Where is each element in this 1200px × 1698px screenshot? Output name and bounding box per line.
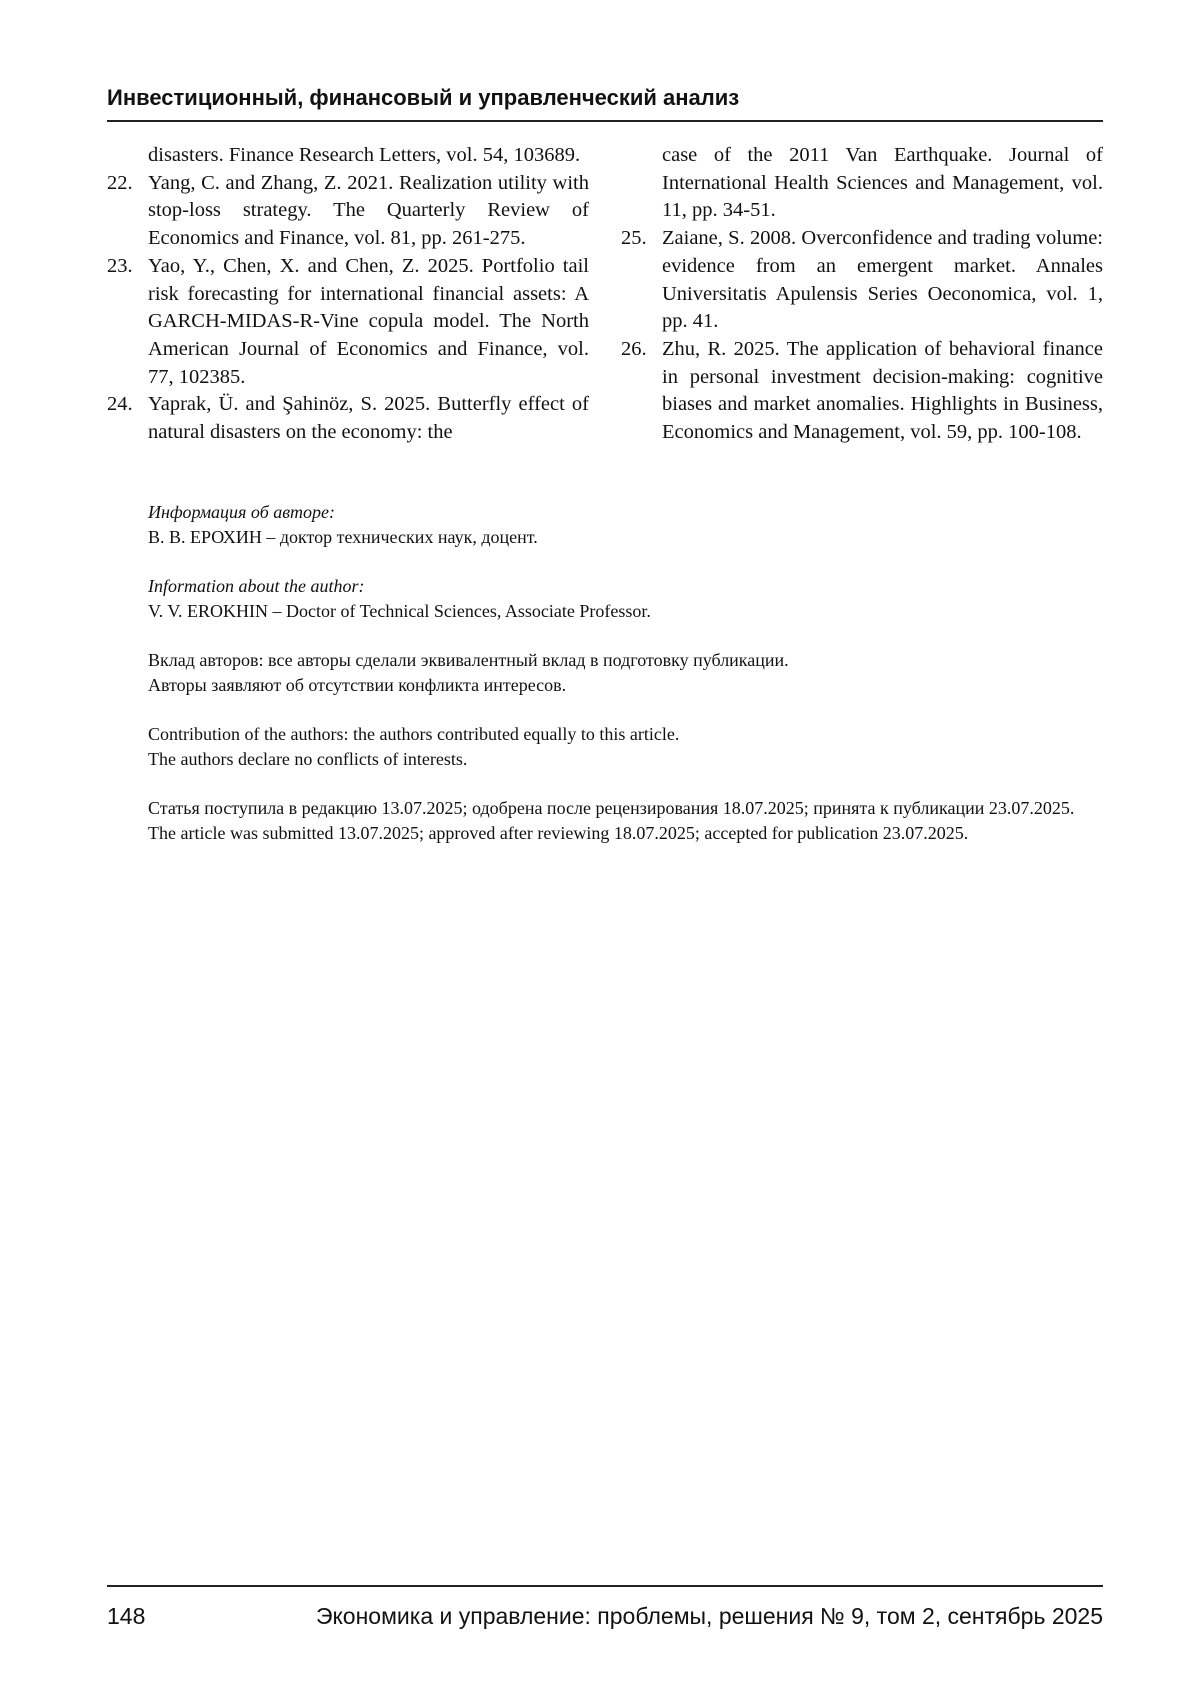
footer-rule [107,1585,1103,1587]
page-number: 148 [107,1601,145,1631]
reference-text: case of the 2011 Van Earthquake. Journal of International Health Sciences and Management, vol. 11, pp. 34-51. [662,142,1103,225]
section-header-title: Инвестиционный, финансовый и управленческий анализ [107,84,1103,112]
reference-number: 25. [621,225,659,253]
references-left-column [107,142,589,447]
reference-item [621,225,1103,336]
contribution-ru-line1: Вклад авторов: все авторы сделали эквивалентный вклад в подготовку публикации. [148,648,1103,673]
article-dates [148,796,1103,846]
author-info-ru-text: В. В. ЕРОХИН – доктор технических наук, доцент. [148,525,1103,550]
article-dates-en: The article was submitted 13.07.2025; approved after reviewing 18.07.2025; accepted for publication 23.07.2025. [148,821,1103,846]
contribution-en-line2: The authors declare no conflicts of interests. [148,747,1103,772]
contribution-ru-line2: Авторы заявляют об отсутствии конфликта интересов. [148,673,1103,698]
reference-number: 22. [107,170,145,198]
reference-text: Zhu, R. 2025. The application of behavioral finance in personal investment decision-making: cognitive biases and market anomalies. Highlights in Business, Economics and Management, vol. 59, pp. 100-108. [662,336,1103,447]
journal-page [0,0,1200,1698]
reference-text: Yang, C. and Zhang, Z. 2021. Realization utility with stop-loss strategy. The Quarterly Review of Economics and Finance, vol. 81, pp. 261-275. [148,170,589,253]
reference-text: Zaiane, S. 2008. Overconfidence and trading volume: evidence from an emergent market. Annales Universitatis Apulensis Series Oeconomica, vol. 1, pp. 41. [662,225,1103,336]
contribution-en-line1: Contribution of the authors: the authors contributed equally to this article. [148,722,1103,747]
reference-number: 26. [621,336,659,364]
references-right-column [621,142,1103,447]
reference-number: 23. [107,253,145,281]
reference-item [621,336,1103,447]
author-info-en [148,574,1103,624]
journal-footer-title: Экономика и управление: проблемы, решения № 9, том 2, сентябрь 2025 [316,1601,1103,1631]
author-info-en-text: V. V. EROKHIN – Doctor of Technical Sciences, Associate Professor. [148,599,1103,624]
author-info-ru [148,500,1103,550]
reference-text: Yaprak, Ü. and Şahinöz, S. 2025. Butterfly effect of natural disasters on the economy: the [148,391,589,446]
reference-item [107,170,589,253]
contribution-ru [148,648,1103,698]
reference-item [621,142,1103,225]
reference-number: 24. [107,391,145,419]
header-rule [107,120,1103,122]
reference-item [107,391,589,446]
reference-text: disasters. Finance Research Letters, vol. 54, 103689. [148,142,589,170]
author-info-en-label: Information about the author: [148,574,1103,599]
author-info-ru-label: Информация об авторе: [148,500,1103,525]
article-dates-ru: Статья поступила в редакцию 13.07.2025; одобрена после рецензирования 18.07.2025; принята к публикации 23.07.2025. [148,796,1103,821]
reference-text: Yao, Y., Chen, X. and Chen, Z. 2025. Portfolio tail risk forecasting for international financial assets: A GARCH-MIDAS-R-Vine copula model. The North American Journal of Economics and Finance, vol. 77, 102385. [148,253,589,392]
reference-item [107,253,589,392]
contribution-en [148,722,1103,772]
reference-item [107,142,589,170]
